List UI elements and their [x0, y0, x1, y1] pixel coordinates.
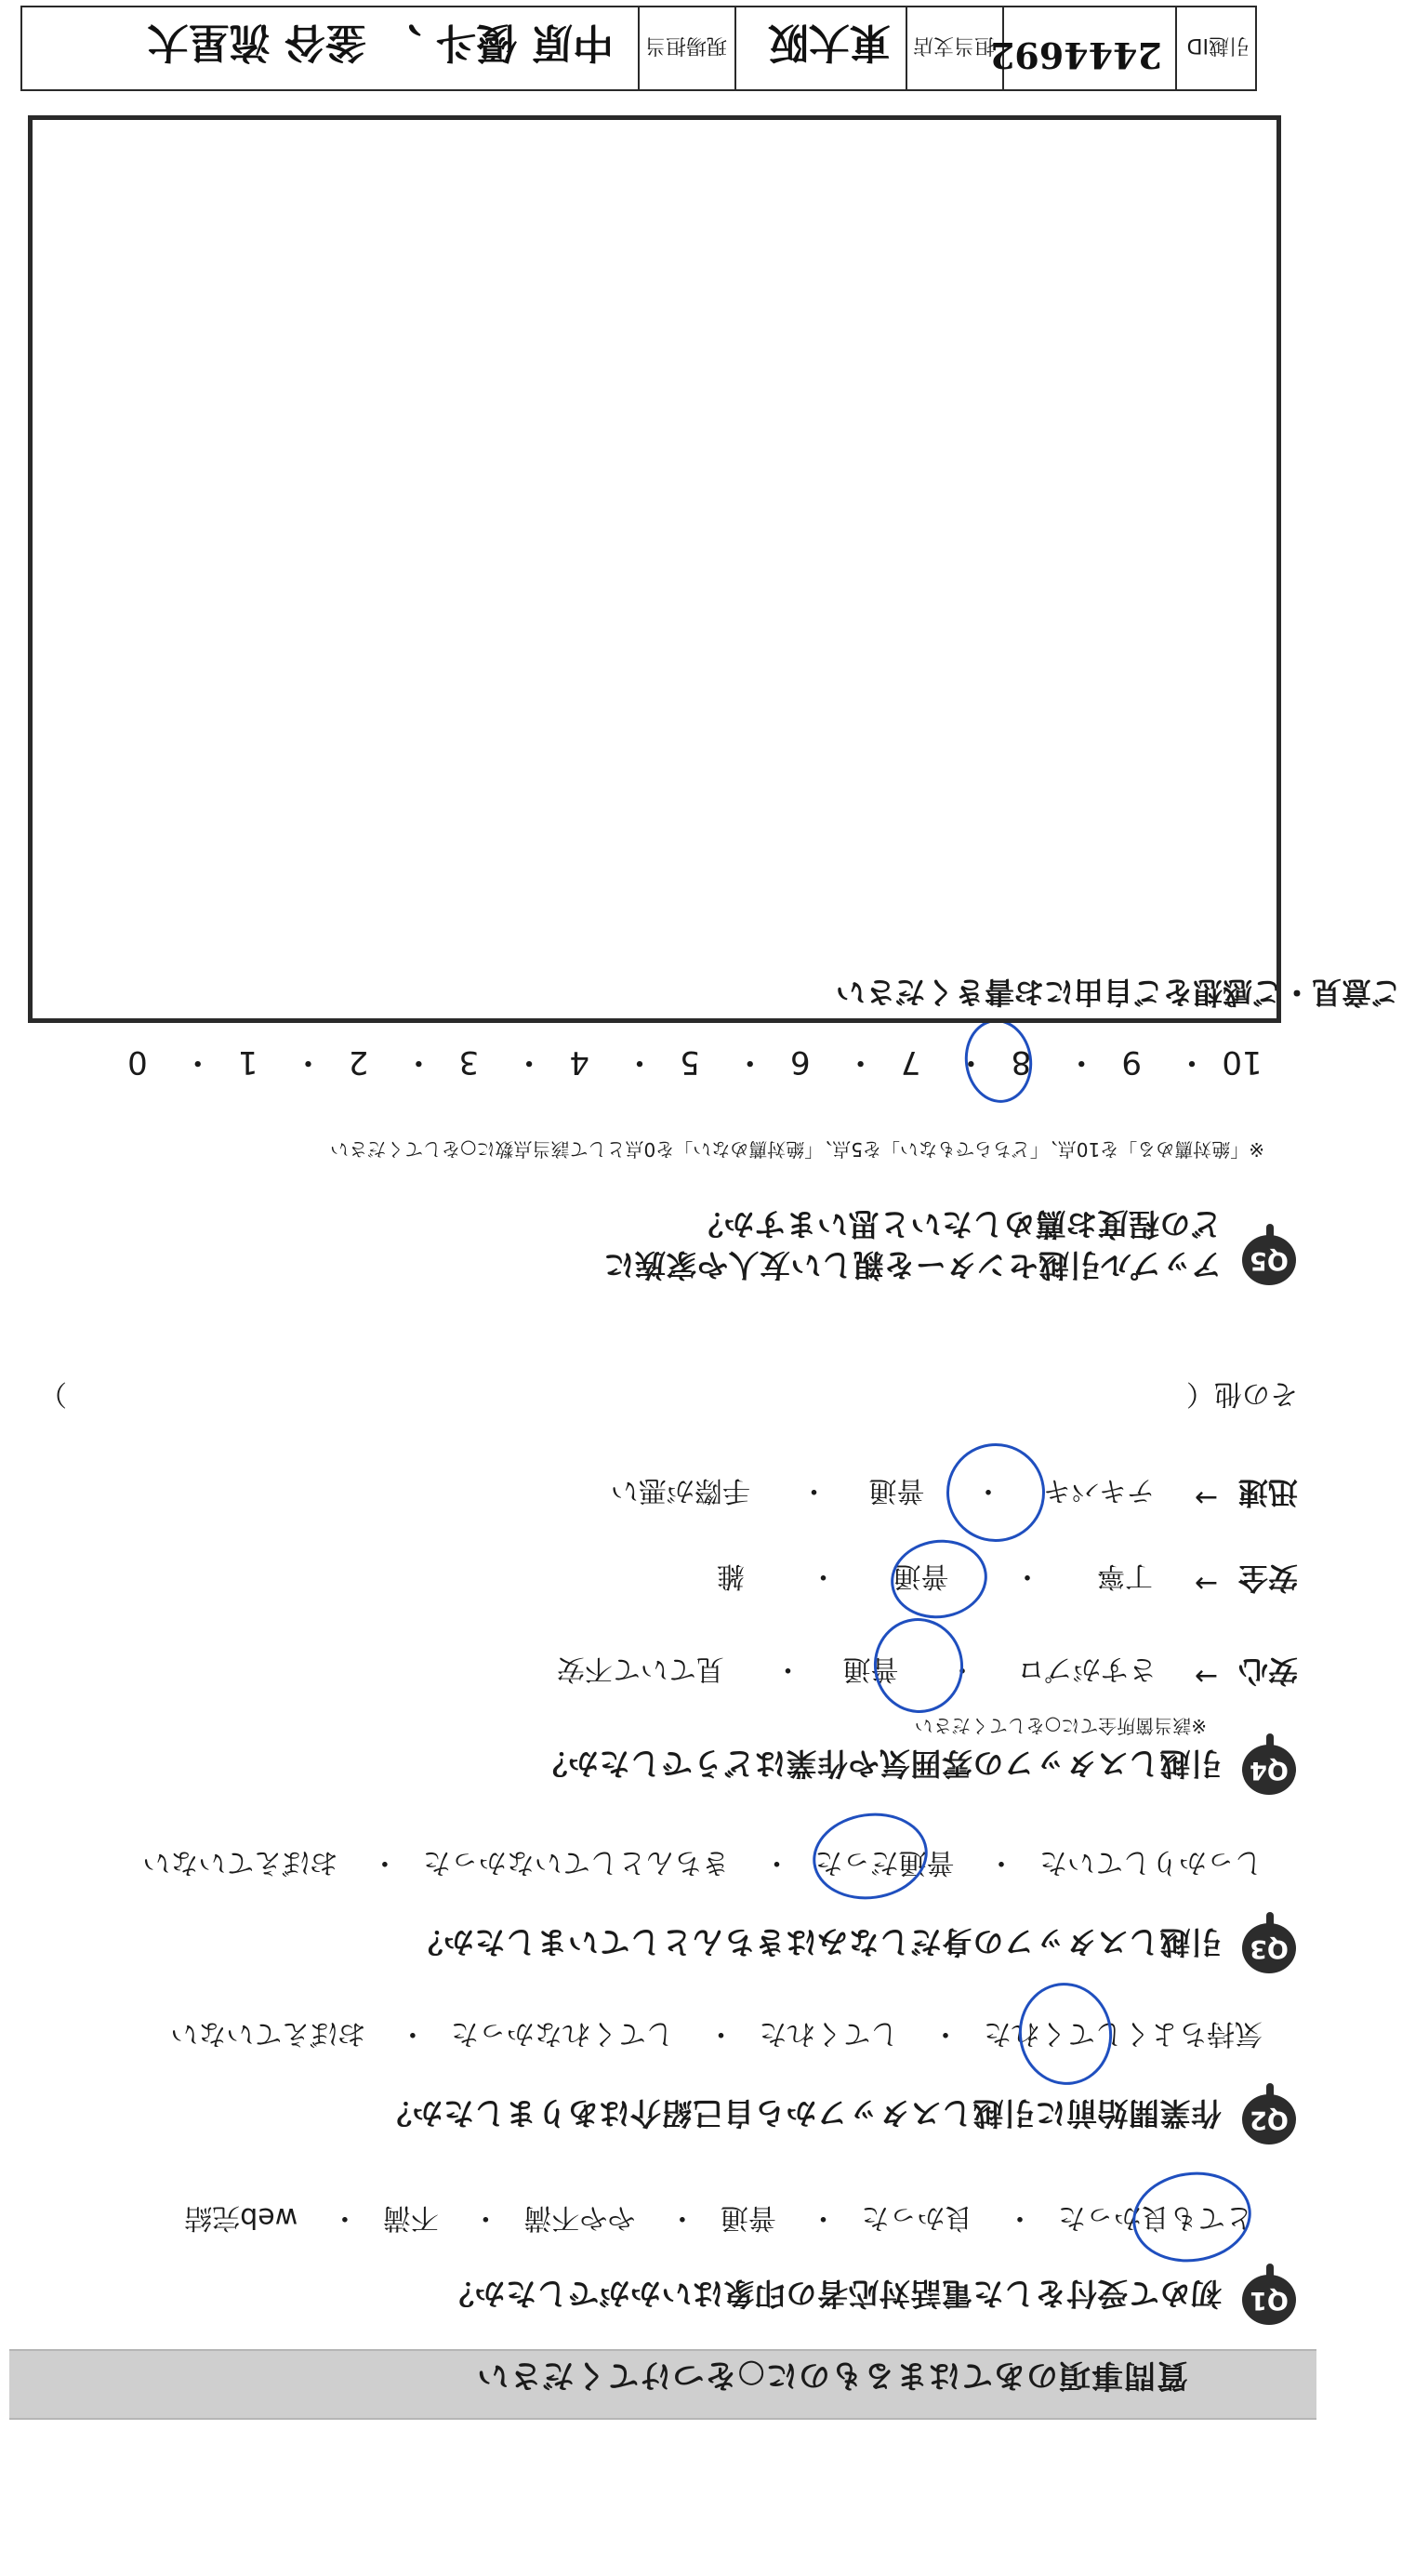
branch-value: 東大阪	[768, 19, 891, 66]
q4-note: ※該当箇所全てに○をしてください	[914, 1715, 1207, 1737]
q4-arrow-speed: →	[1194, 1481, 1218, 1514]
instruction-banner	[9, 2349, 1316, 2420]
q4-options-relief: さすがプロ・ 普通・ 見ていて不安	[557, 1652, 1157, 1693]
q4-relief-selection-mark	[867, 1613, 969, 1719]
q5-score-7[interactable]: 7	[900, 1043, 921, 1081]
q1-options: とても良かった・ 良かった・ 普通・ やや不満・ 不満・ web完結	[184, 2200, 1253, 2241]
q5-badge: Q5	[1242, 1235, 1296, 1285]
q4-option-professional[interactable]: さすがプロ	[1017, 1653, 1157, 1685]
staff-value: 中原 優斗 、 釜谷 流星大	[147, 19, 614, 66]
q3-badge: Q3	[1242, 1923, 1296, 1973]
comments-title: ご意見・ご感想をご自由にお書きください	[835, 975, 1401, 1010]
q4-option-relief-normal[interactable]: 普通	[842, 1653, 899, 1685]
comments-box[interactable]	[28, 115, 1281, 1023]
q3-selection-mark	[807, 1806, 933, 1906]
q2-selection-mark	[1012, 1977, 1118, 2091]
q4-options-speed: テキパキ・ 普通・ 手際が悪い	[611, 1473, 1155, 1514]
q2-badge: Q2	[1242, 2094, 1296, 2144]
q4-label-speed: 迅速	[1237, 1475, 1298, 1510]
q4-other-field[interactable]	[1186, 1376, 1298, 1417]
q4-badge: Q4	[1242, 1745, 1296, 1795]
q2-question: 作業開始前に引越しスタッフから自己紹介はありましたか？	[380, 2095, 1222, 2131]
staff-value-cell	[22, 7, 638, 89]
q4-label-relief: 安心	[1237, 1653, 1298, 1689]
q4-options-safety: 丁寧・ 普通・ 雑	[717, 1559, 1153, 1600]
staff-label-cell	[638, 7, 734, 89]
q5-score-6[interactable]: 6	[789, 1043, 811, 1081]
q2-options: 気持ちよくしてくれた・ してくれた・ してくれなかった・ おぼえていない	[170, 2016, 1263, 2057]
q1-option-slightly-dissatisfied[interactable]: やや不満	[523, 2201, 636, 2234]
branch-value-cell	[734, 7, 906, 89]
q3-option-normal[interactable]: 普通だった	[814, 1846, 955, 1879]
q2-option-did-not[interactable]: してくれなかった	[450, 2017, 674, 2050]
staff-label: 現場担当	[644, 33, 727, 57]
q4-option-safety-normal[interactable]: 普通	[893, 1560, 949, 1592]
q3-options: しっかりしていた・ 普通だった・ きちんとしていなかった・ おぼえていない	[142, 1845, 1263, 1886]
q4-arrow-safety: →	[1194, 1567, 1218, 1600]
q3-question: 引越しスタッフの身だしなみはきちんとしていましたか？	[412, 1924, 1222, 1960]
branch-label: 担当支店	[912, 33, 995, 57]
q1-option-normal[interactable]: 普通	[720, 2201, 776, 2234]
move-id-value: 2444692	[989, 34, 1162, 76]
q2-option-did[interactable]: してくれた	[759, 2017, 899, 2050]
q4-option-efficient[interactable]: テキパキ	[1043, 1474, 1155, 1507]
q4-arrow-relief: →	[1194, 1660, 1218, 1693]
instruction-text: 質問事項のあてはまるものに○をつけてください	[476, 2357, 1188, 2394]
move-id-label-cell	[1175, 7, 1255, 89]
q5-score-0[interactable]: 0	[127, 1043, 148, 1081]
q4-option-clumsy[interactable]: 手際が悪い	[610, 1474, 750, 1507]
q1-option-very-good[interactable]: とても良かった	[1058, 2201, 1253, 2234]
q1-question: 初めて受付をした電話対応者の印象はいかがでしたか？	[443, 2276, 1222, 2312]
q1-option-good[interactable]: 良かった	[861, 2201, 973, 2234]
id-row	[20, 6, 1257, 91]
move-id-label: 引越ID	[1186, 33, 1250, 57]
q5-question-line1: アップル引越センターを親しい友人や家族に	[602, 1247, 1222, 1283]
q5-score-1[interactable]: 1	[237, 1043, 258, 1081]
q5-score-2[interactable]: 2	[348, 1043, 369, 1081]
q4-other-label: その他（	[1186, 1377, 1298, 1410]
q1-option-dissatisfied[interactable]: 不満	[382, 2201, 439, 2234]
q4-question: 引越しスタッフの雰囲気や作業はどうでしたか？	[536, 1746, 1222, 1782]
q5-score-10[interactable]: 10	[1222, 1043, 1263, 1081]
q4-speed-selection-mark	[940, 1437, 1052, 1548]
q4-option-careful[interactable]: 丁寧	[1097, 1560, 1153, 1592]
move-id-value-cell	[989, 7, 1175, 89]
q3-option-do-not-remember[interactable]: おぼえていない	[142, 1846, 338, 1879]
q3-option-not-neat[interactable]: きちんとしていなかった	[422, 1846, 730, 1879]
q4-safety-selection-mark	[886, 1534, 993, 1625]
q4-option-uneasy[interactable]: 見ていて不安	[556, 1653, 724, 1685]
q5-score-5[interactable]: 5	[680, 1043, 700, 1081]
q1-badge: Q1	[1242, 2275, 1296, 2325]
q1-selection-mark	[1127, 2165, 1257, 2270]
q5-score-4[interactable]: 4	[569, 1043, 589, 1081]
q4-label-safety: 安全	[1237, 1560, 1298, 1596]
q4-option-rough[interactable]: 雑	[716, 1560, 745, 1592]
q1-option-web-complete[interactable]: web完結	[184, 2201, 298, 2234]
q2-option-do-not-remember[interactable]: おぼえていない	[170, 2017, 366, 2050]
q2-option-pleasantly[interactable]: 気持ちよくしてくれた	[984, 2017, 1263, 2050]
q5-score-3[interactable]: 3	[458, 1043, 480, 1081]
q5-question-line2: どの程度お薦めしたいと思いますか？	[692, 1206, 1222, 1242]
branch-label-cell	[906, 7, 1002, 89]
q3-option-neat[interactable]: しっかりしていた	[1039, 1846, 1263, 1879]
q4-other-close: ）	[39, 1377, 67, 1410]
q4-option-speed-normal[interactable]: 普通	[868, 1474, 925, 1507]
q5-score-8[interactable]: 8	[1011, 1043, 1032, 1081]
q5-note: ※「絶対薦める」を10点、「どちらでもない」を5点、「絶対薦めない」を0点として該当点数に○をしてください	[330, 1138, 1264, 1161]
q5-score-9[interactable]: 9	[1121, 1043, 1143, 1081]
q5-score-scale: 10・ 9・ 8・ 7・ 6・ 5・ 4・ 3・ 2・ 1・ 0	[117, 1042, 1263, 1088]
q5-selection-mark	[959, 1015, 1038, 1107]
